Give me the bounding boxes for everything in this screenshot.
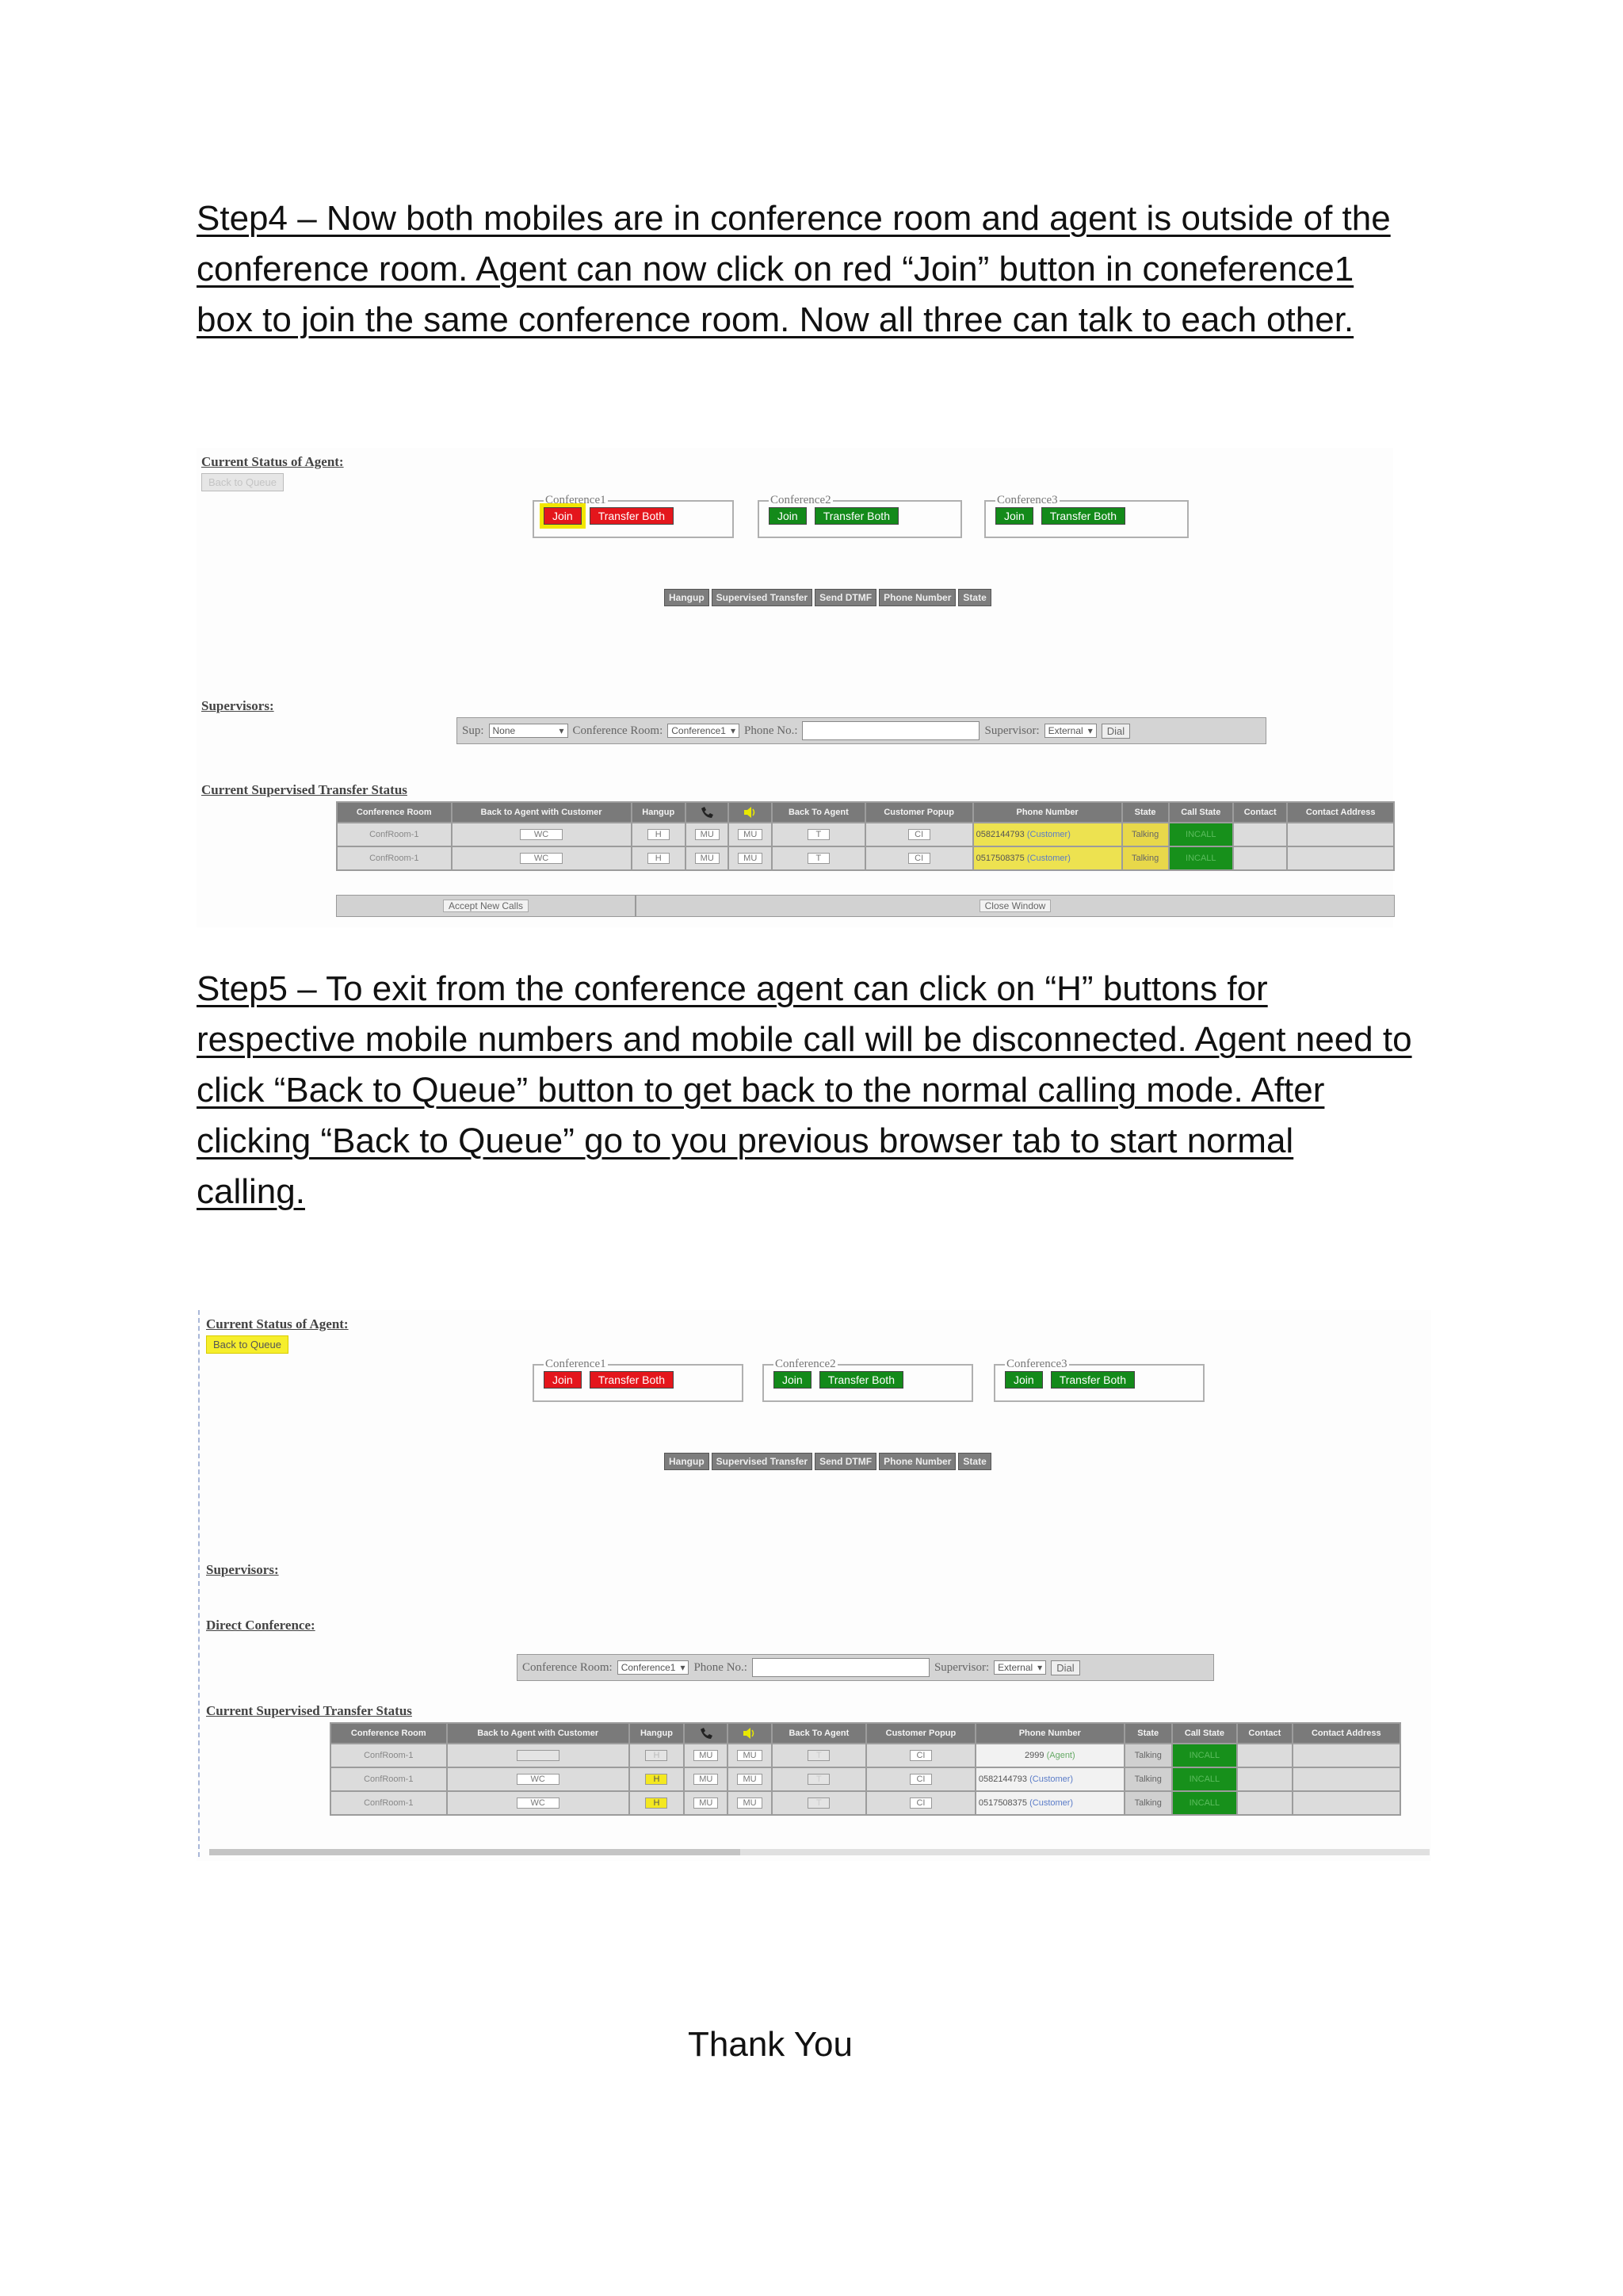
conference-room-value: Conference1 — [671, 725, 726, 736]
step5-paragraph — [197, 964, 1449, 1217]
supervisor-select[interactable] — [1044, 724, 1097, 738]
transfer-status-label: Current Supervised Transfer Status — [201, 782, 407, 797]
phone-tag: (Agent) — [1046, 1751, 1075, 1760]
room-cell: ConfRoom-1 — [338, 823, 451, 846]
state-cell: Talking — [1125, 1744, 1171, 1767]
col-back-to-agent-with-customer: Back to Agent with Customer — [453, 803, 631, 822]
accept-new-calls-button[interactable]: Accept New Calls — [443, 900, 529, 912]
step4-line: box to join the same conference room. Now all three can talk to each other. — [197, 300, 1354, 339]
call-header-bar — [664, 1453, 991, 1470]
phone-no-input[interactable] — [752, 1658, 930, 1677]
direct-conference-label: Direct Conference: — [206, 1618, 315, 1633]
mute-button[interactable]: MU — [695, 829, 720, 840]
step5-line: Step5 – To exit from the conference agent can click on “H” buttons for — [197, 969, 1268, 1008]
phone-number: 0517508375 — [978, 1798, 1028, 1808]
contact-address-cell — [1293, 1744, 1400, 1767]
col-state: State — [1123, 803, 1168, 822]
col-phone-icon — [685, 1724, 727, 1743]
transfer-button[interactable]: T — [808, 1797, 830, 1809]
mute-button[interactable]: MU — [693, 1797, 718, 1809]
transfer-status-label: Current Supervised Transfer Status — [206, 1703, 412, 1718]
conference1-join-button[interactable]: Join — [544, 1371, 582, 1389]
phone-tag: (Customer) — [1026, 854, 1071, 863]
conference-room-label: Conference Room: — [522, 1660, 613, 1674]
header-supervised-transfer: Supervised Transfer — [712, 589, 812, 606]
header-hangup: Hangup — [664, 1453, 709, 1470]
col-speaker-icon — [729, 803, 771, 822]
phone-handset-icon — [700, 806, 714, 819]
conference-room-select[interactable] — [667, 724, 739, 738]
col-contact: Contact — [1234, 803, 1286, 822]
step4-line: conference room. Agent can now click on red “Join” button in coneference1 — [197, 250, 1354, 288]
col-phone-number: Phone Number — [974, 803, 1121, 822]
contact-cell — [1238, 1744, 1291, 1767]
call-state-cell: INCALL — [1173, 1768, 1237, 1790]
conference1-transfer-both-button[interactable]: Transfer Both — [590, 507, 674, 525]
contact-cell — [1234, 823, 1286, 846]
header-hangup: Hangup — [664, 589, 709, 606]
thank-you-text: Thank You — [688, 2025, 853, 2064]
conference3-box — [984, 494, 1189, 538]
mute-button[interactable]: MU — [737, 1774, 762, 1785]
step4-line: Step4 – Now both mobiles are in conference room and agent is outside of the — [197, 199, 1391, 238]
header-send-dtmf: Send DTMF — [815, 1453, 876, 1470]
dial-button[interactable]: Dial — [1102, 724, 1130, 739]
direct-conference-controls — [517, 1654, 1214, 1681]
transfer-button[interactable]: T — [808, 853, 830, 864]
wc-button[interactable]: WC — [520, 853, 563, 864]
chevron-down-icon: ▾ — [559, 725, 564, 736]
step5-line: click “Back to Queue” button to get back to the normal calling mode. After — [197, 1071, 1325, 1110]
hangup-button[interactable]: H — [645, 1774, 667, 1785]
col-back-to-agent-with-customer: Back to Agent with Customer — [448, 1724, 628, 1743]
header-supervised-transfer: Supervised Transfer — [712, 1453, 812, 1470]
table-row — [331, 1768, 1400, 1790]
mute-button[interactable]: MU — [738, 829, 762, 840]
wc-button[interactable]: WC — [520, 829, 563, 840]
state-cell: Talking — [1125, 1768, 1171, 1790]
speaker-icon — [743, 1727, 757, 1740]
supervisor-value: External — [1048, 725, 1083, 736]
conference3-transfer-both-button[interactable]: Transfer Both — [1051, 1371, 1135, 1389]
supervisor-controls — [456, 717, 1266, 744]
contact-address-cell — [1288, 847, 1393, 869]
close-window-button[interactable]: Close Window — [980, 900, 1052, 912]
step5-line: calling. — [197, 1172, 305, 1211]
current-status-label: Current Status of Agent: — [206, 1316, 349, 1331]
conference1-box — [533, 494, 734, 538]
wc-button[interactable]: WC — [517, 1797, 559, 1809]
room-cell: ConfRoom-1 — [331, 1768, 446, 1790]
conference3-transfer-both-button[interactable]: Transfer Both — [1041, 507, 1125, 525]
hangup-button[interactable]: H — [647, 829, 670, 840]
header-phone-number: Phone Number — [879, 1453, 956, 1470]
hangup-button[interactable]: H — [647, 853, 670, 864]
conference2-legend: Conference2 — [775, 1358, 836, 1370]
col-call-state: Call State — [1170, 803, 1232, 822]
step5-line: respective mobile numbers and mobile call will be disconnected. Agent need to — [197, 1020, 1412, 1059]
chevron-down-icon: ▾ — [1087, 725, 1093, 736]
transfer-button[interactable]: T — [808, 1750, 830, 1761]
customer-info-button[interactable]: CI — [908, 853, 930, 864]
screenshot-step5 — [197, 1310, 1431, 1861]
phone-tag: (Customer) — [1029, 1775, 1074, 1784]
window-border — [198, 1310, 200, 1857]
conference2-box — [758, 494, 962, 538]
contact-cell — [1238, 1792, 1291, 1814]
phone-tag: (Customer) — [1029, 1798, 1074, 1808]
col-hangup: Hangup — [630, 1724, 683, 1743]
col-conference-room: Conference Room — [338, 803, 451, 822]
chevron-down-icon: ▾ — [730, 725, 735, 736]
state-cell: Talking — [1123, 823, 1168, 846]
call-state-cell: INCALL — [1170, 847, 1232, 869]
hangup-button[interactable]: H — [645, 1750, 667, 1761]
chevron-down-icon: ▾ — [680, 1662, 685, 1673]
sup-value: None — [492, 725, 516, 736]
transfer-button[interactable]: T — [808, 1774, 830, 1785]
contact-address-cell — [1293, 1768, 1400, 1790]
phone-no-label: Phone No.: — [743, 724, 798, 737]
conference3-join-button[interactable]: Join — [995, 507, 1033, 525]
mute-button[interactable]: MU — [737, 1797, 762, 1809]
sup-label: Sup: — [462, 724, 484, 737]
call-state-cell: INCALL — [1170, 823, 1232, 846]
table-row — [331, 1744, 1400, 1767]
speaker-icon — [743, 806, 758, 819]
col-back-to-agent: Back To Agent — [773, 803, 865, 822]
header-state: State — [958, 589, 991, 606]
conference-room-value: Conference1 — [621, 1662, 676, 1673]
back-to-queue-button[interactable]: Back to Queue — [206, 1335, 288, 1354]
customer-info-button[interactable]: CI — [908, 829, 930, 840]
col-contact: Contact — [1238, 1724, 1291, 1743]
col-customer-popup: Customer Popup — [867, 1724, 975, 1743]
table-footer — [336, 895, 1395, 917]
step5-line: clicking “Back to Queue” go to you previous browser tab to start normal — [197, 1121, 1294, 1160]
phone-number: 0517508375 — [976, 854, 1025, 863]
conference1-transfer-both-button[interactable]: Transfer Both — [590, 1371, 674, 1389]
transfer-status-table — [336, 801, 1395, 871]
mute-button[interactable]: MU — [738, 853, 762, 864]
conference-room-select[interactable] — [617, 1660, 689, 1675]
phone-no-input[interactable] — [802, 721, 980, 740]
table-row — [338, 847, 1393, 869]
conference2-transfer-both-button[interactable]: Transfer Both — [819, 1371, 903, 1389]
conference3-legend: Conference3 — [997, 494, 1058, 506]
col-speaker-icon — [728, 1724, 770, 1743]
col-phone-number: Phone Number — [976, 1724, 1124, 1743]
room-cell: ConfRoom-1 — [331, 1792, 446, 1814]
supervisor-label: Supervisor: — [934, 1660, 990, 1674]
back-to-queue-button[interactable]: Back to Queue — [201, 473, 284, 491]
table-row — [338, 823, 1393, 846]
contact-address-cell — [1293, 1792, 1400, 1814]
scrollbar-thumb[interactable] — [209, 1849, 740, 1855]
current-status-label: Current Status of Agent: — [201, 454, 344, 469]
conference1-join-button[interactable]: Join — [544, 507, 582, 525]
conference2-transfer-both-button[interactable]: Transfer Both — [815, 507, 899, 525]
col-back-to-agent: Back To Agent — [773, 1724, 865, 1743]
mute-button[interactable]: MU — [737, 1750, 762, 1761]
wc-button[interactable]: WC — [517, 1774, 559, 1785]
call-header-bar — [664, 589, 991, 606]
header-state: State — [958, 1453, 991, 1470]
chevron-down-icon: ▾ — [1037, 1662, 1043, 1673]
conference3-box — [994, 1358, 1205, 1402]
conference1-legend: Conference1 — [545, 494, 606, 506]
col-state: State — [1125, 1724, 1171, 1743]
col-phone-icon — [686, 803, 728, 822]
col-hangup: Hangup — [632, 803, 685, 822]
screenshot-step4 — [197, 448, 1393, 927]
horizontal-scrollbar[interactable] — [209, 1849, 1430, 1855]
contact-cell — [1234, 847, 1286, 869]
supervisor-label: Supervisor: — [984, 724, 1040, 737]
call-state-cell: INCALL — [1173, 1792, 1237, 1814]
state-cell: Talking — [1125, 1792, 1171, 1814]
table-header-row — [331, 1724, 1400, 1743]
supervisors-label: Supervisors: — [201, 698, 274, 713]
conference2-box — [762, 1358, 973, 1402]
phone-number: 0582144793 — [978, 1775, 1028, 1784]
state-cell: Talking — [1123, 847, 1168, 869]
conference3-legend: Conference3 — [1006, 1358, 1067, 1370]
customer-info-button[interactable]: CI — [910, 1774, 932, 1785]
room-cell: ConfRoom-1 — [331, 1744, 446, 1767]
call-state-cell: INCALL — [1173, 1744, 1237, 1767]
table-row — [331, 1792, 1400, 1814]
supervisor-select[interactable] — [994, 1660, 1046, 1675]
col-customer-popup: Customer Popup — [866, 803, 972, 822]
col-conference-room: Conference Room — [331, 1724, 446, 1743]
transfer-status-table — [330, 1722, 1401, 1816]
dial-button[interactable]: Dial — [1051, 1660, 1079, 1675]
mute-button[interactable]: MU — [693, 1774, 718, 1785]
table-header-row — [338, 803, 1393, 822]
supervisor-value: External — [998, 1662, 1033, 1673]
supervisors-label: Supervisors: — [206, 1562, 279, 1577]
conference3-join-button[interactable]: Join — [1005, 1371, 1043, 1389]
col-call-state: Call State — [1173, 1724, 1237, 1743]
conference2-join-button[interactable]: Join — [773, 1371, 812, 1389]
mute-button[interactable]: MU — [693, 1750, 718, 1761]
contact-address-cell — [1288, 823, 1393, 846]
conference2-legend: Conference2 — [770, 494, 831, 506]
phone-number: 2999 — [1025, 1751, 1044, 1760]
step4-paragraph — [197, 193, 1449, 346]
conference2-join-button[interactable]: Join — [769, 507, 807, 525]
customer-info-button[interactable]: CI — [910, 1797, 932, 1809]
sup-select[interactable] — [489, 724, 568, 738]
header-phone-number: Phone Number — [879, 589, 956, 606]
customer-info-button[interactable]: CI — [910, 1750, 932, 1761]
conference1-box — [533, 1358, 743, 1402]
phone-no-label: Phone No.: — [693, 1660, 747, 1674]
wc-button[interactable]: WC — [517, 1750, 559, 1761]
transfer-button[interactable]: T — [808, 829, 830, 840]
hangup-button[interactable]: H — [645, 1797, 667, 1809]
phone-tag: (Customer) — [1026, 830, 1071, 839]
conference1-legend: Conference1 — [545, 1358, 606, 1370]
col-contact-address: Contact Address — [1288, 803, 1393, 822]
phone-number: 0582144793 — [976, 830, 1025, 839]
room-cell: ConfRoom-1 — [338, 847, 451, 869]
header-send-dtmf: Send DTMF — [815, 589, 876, 606]
contact-cell — [1238, 1768, 1291, 1790]
phone-handset-icon — [699, 1727, 713, 1740]
mute-button[interactable]: MU — [695, 853, 720, 864]
conference-room-label: Conference Room: — [572, 724, 663, 737]
col-contact-address: Contact Address — [1293, 1724, 1400, 1743]
